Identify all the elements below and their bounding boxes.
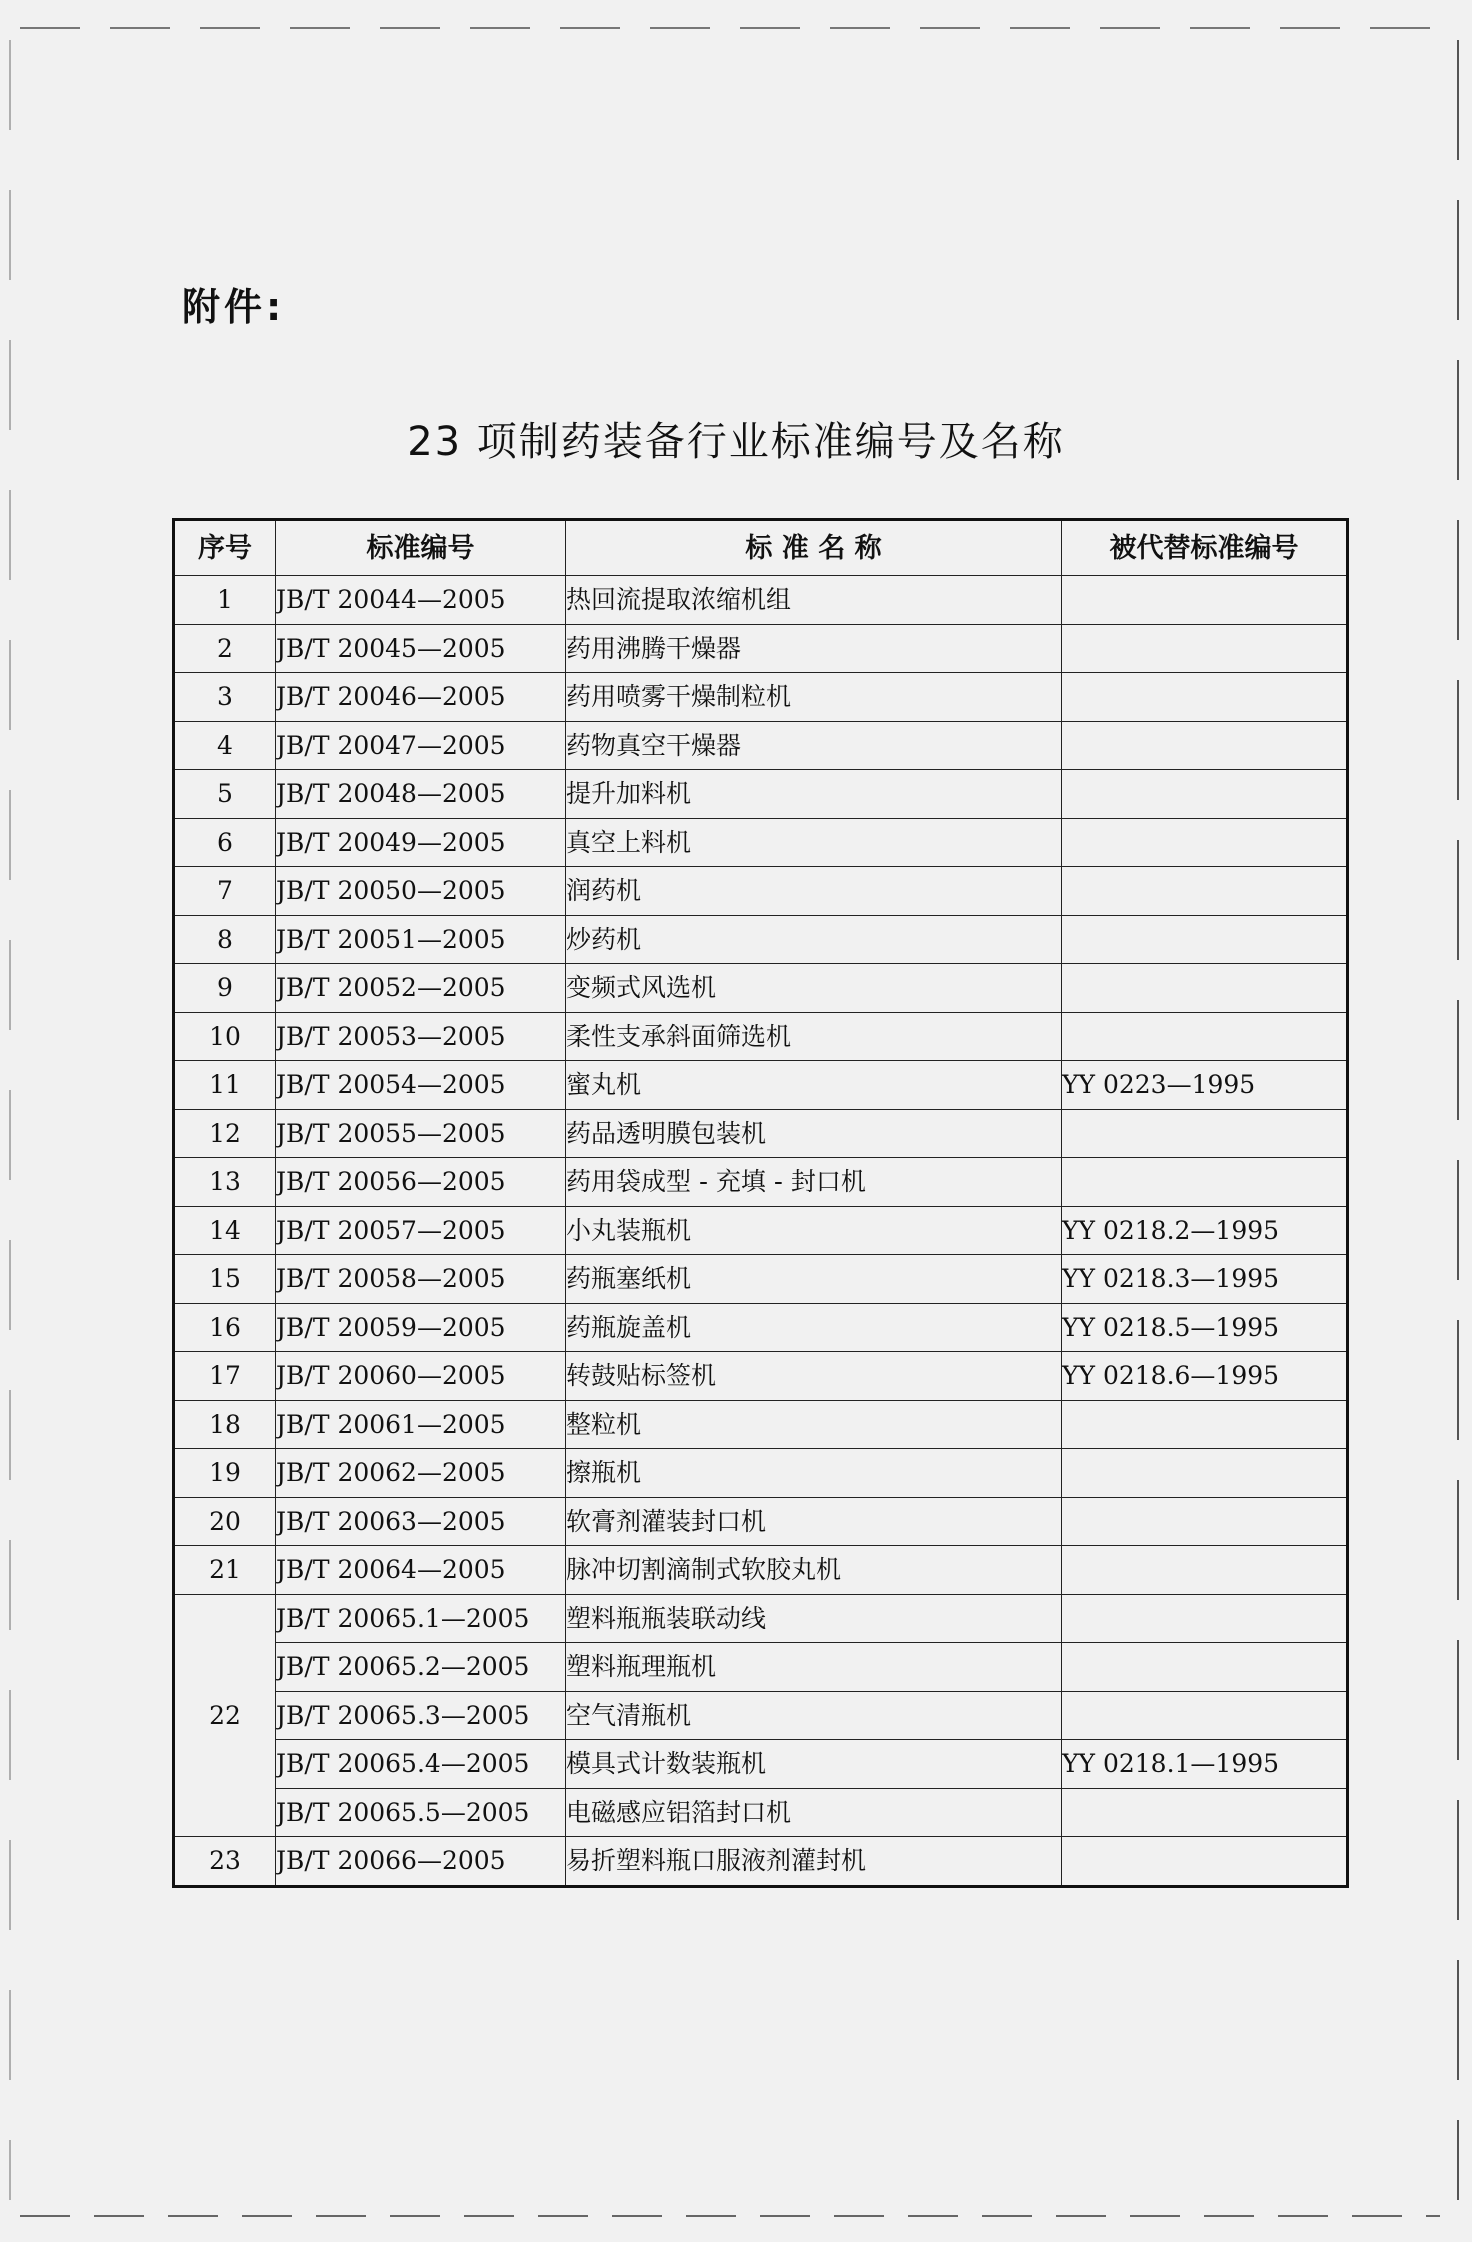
cell-code: JB/T 20049—2005	[276, 818, 566, 867]
cell-name: 转鼓贴标签机	[566, 1352, 1062, 1401]
table-row	[174, 1400, 1348, 1449]
cell-seq: 7	[174, 867, 276, 916]
table-row	[174, 1255, 1348, 1304]
table-row	[174, 673, 1348, 722]
table-row	[174, 867, 1348, 916]
cell-replaced	[1062, 1400, 1348, 1449]
cell-seq: 4	[174, 721, 276, 770]
cell-replaced	[1062, 1449, 1348, 1498]
cell-name: 擦瓶机	[566, 1449, 1062, 1498]
cell-replaced	[1062, 964, 1348, 1013]
header-code: 标准编号	[276, 520, 566, 576]
cell-name: 空气清瓶机	[566, 1691, 1062, 1740]
cell-seq: 17	[174, 1352, 276, 1401]
cell-replaced	[1062, 1788, 1348, 1837]
cell-replaced: YY 0218.2—1995	[1062, 1206, 1348, 1255]
cell-name: 炒药机	[566, 915, 1062, 964]
cell-code: JB/T 20063—2005	[276, 1497, 566, 1546]
cell-name: 脉冲切割滴制式软胶丸机	[566, 1546, 1062, 1595]
cell-replaced	[1062, 1546, 1348, 1595]
cell-name: 电磁感应铝箔封口机	[566, 1788, 1062, 1837]
cell-seq: 1	[174, 576, 276, 625]
header-seq: 序号	[174, 520, 276, 576]
table-row	[174, 1449, 1348, 1498]
cell-seq: 8	[174, 915, 276, 964]
cell-name: 软膏剂灌装封口机	[566, 1497, 1062, 1546]
table-row	[174, 770, 1348, 819]
cell-code: JB/T 20064—2005	[276, 1546, 566, 1595]
table-row	[174, 1109, 1348, 1158]
cell-name: 润药机	[566, 867, 1062, 916]
cell-replaced	[1062, 1497, 1348, 1546]
cell-code: JB/T 20044—2005	[276, 576, 566, 625]
table-row	[174, 1497, 1348, 1546]
cell-replaced	[1062, 915, 1348, 964]
cell-code: JB/T 20053—2005	[276, 1012, 566, 1061]
cell-replaced	[1062, 1594, 1348, 1643]
cell-replaced: YY 0223—1995	[1062, 1061, 1348, 1110]
table-row	[174, 818, 1348, 867]
cell-name: 柔性支承斜面筛选机	[566, 1012, 1062, 1061]
cell-code: JB/T 20045—2005	[276, 624, 566, 673]
table-row	[174, 1303, 1348, 1352]
cell-replaced	[1062, 867, 1348, 916]
cell-code: JB/T 20059—2005	[276, 1303, 566, 1352]
cell-code: JB/T 20061—2005	[276, 1400, 566, 1449]
cell-code: JB/T 20057—2005	[276, 1206, 566, 1255]
table-row	[174, 964, 1348, 1013]
cell-replaced: YY 0218.1—1995	[1062, 1740, 1348, 1789]
table-row	[174, 576, 1348, 625]
cell-replaced: YY 0218.6—1995	[1062, 1352, 1348, 1401]
table-row	[174, 721, 1348, 770]
attachment-label: 附件:	[182, 285, 286, 329]
cell-seq: 10	[174, 1012, 276, 1061]
table-row	[174, 915, 1348, 964]
cell-name: 小丸装瓶机	[566, 1206, 1062, 1255]
cell-replaced	[1062, 1643, 1348, 1692]
cell-seq: 21	[174, 1546, 276, 1595]
cell-seq: 2	[174, 624, 276, 673]
table-row	[174, 1788, 1348, 1837]
cell-code: JB/T 20060—2005	[276, 1352, 566, 1401]
cell-code: JB/T 20065.4—2005	[276, 1740, 566, 1789]
cell-replaced	[1062, 1012, 1348, 1061]
table-row	[174, 1061, 1348, 1110]
cell-seq: 19	[174, 1449, 276, 1498]
cell-seq: 12	[174, 1109, 276, 1158]
header-name: 标 准 名 称	[566, 520, 1062, 576]
cell-name: 蜜丸机	[566, 1061, 1062, 1110]
cell-code: JB/T 20048—2005	[276, 770, 566, 819]
cell-code: JB/T 20054—2005	[276, 1061, 566, 1110]
table-row	[174, 1740, 1348, 1789]
cell-name: 热回流提取浓缩机组	[566, 576, 1062, 625]
cell-code: JB/T 20065.3—2005	[276, 1691, 566, 1740]
cell-name: 药用沸腾干燥器	[566, 624, 1062, 673]
cell-code: JB/T 20052—2005	[276, 964, 566, 1013]
cell-replaced	[1062, 1158, 1348, 1207]
table-row	[174, 1691, 1348, 1740]
cell-code: JB/T 20050—2005	[276, 867, 566, 916]
cell-seq: 13	[174, 1158, 276, 1207]
table-header-row	[174, 520, 1348, 576]
cell-code: JB/T 20058—2005	[276, 1255, 566, 1304]
cell-name: 模具式计数装瓶机	[566, 1740, 1062, 1789]
cell-name: 药用喷雾干燥制粒机	[566, 673, 1062, 722]
cell-code: JB/T 20062—2005	[276, 1449, 566, 1498]
table-row	[174, 1352, 1348, 1401]
cell-replaced	[1062, 624, 1348, 673]
cell-replaced	[1062, 1109, 1348, 1158]
cell-replaced	[1062, 1691, 1348, 1740]
cell-replaced	[1062, 673, 1348, 722]
cell-seq: 9	[174, 964, 276, 1013]
cell-replaced: YY 0218.5—1995	[1062, 1303, 1348, 1352]
cell-seq: 5	[174, 770, 276, 819]
table-row	[174, 1594, 1348, 1643]
cell-name: 真空上料机	[566, 818, 1062, 867]
cell-name: 整粒机	[566, 1400, 1062, 1449]
cell-replaced	[1062, 770, 1348, 819]
cell-name: 提升加料机	[566, 770, 1062, 819]
cell-name: 易折塑料瓶口服液剂灌封机	[566, 1837, 1062, 1887]
cell-name: 药瓶旋盖机	[566, 1303, 1062, 1352]
page-title: 23 项制药装备行业标准编号及名称	[407, 419, 1065, 465]
table-row	[174, 1206, 1348, 1255]
table-row	[174, 1012, 1348, 1061]
table-row	[174, 1158, 1348, 1207]
cell-replaced	[1062, 576, 1348, 625]
cell-code: JB/T 20055—2005	[276, 1109, 566, 1158]
cell-code: JB/T 20051—2005	[276, 915, 566, 964]
cell-seq: 15	[174, 1255, 276, 1304]
cell-name: 药瓶塞纸机	[566, 1255, 1062, 1304]
cell-code: JB/T 20065.5—2005	[276, 1788, 566, 1837]
cell-code: JB/T 20066—2005	[276, 1837, 566, 1887]
table-row	[174, 1837, 1348, 1887]
cell-code: JB/T 20056—2005	[276, 1158, 566, 1207]
cell-code: JB/T 20065.1—2005	[276, 1594, 566, 1643]
cell-code: JB/T 20046—2005	[276, 673, 566, 722]
cell-seq: 23	[174, 1837, 276, 1887]
cell-replaced	[1062, 721, 1348, 770]
cell-seq: 6	[174, 818, 276, 867]
cell-name: 塑料瓶瓶装联动线	[566, 1594, 1062, 1643]
cell-seq: 11	[174, 1061, 276, 1110]
table-row	[174, 624, 1348, 673]
cell-code: JB/T 20047—2005	[276, 721, 566, 770]
cell-name: 变频式风选机	[566, 964, 1062, 1013]
cell-name: 塑料瓶理瓶机	[566, 1643, 1062, 1692]
cell-name: 药品透明膜包装机	[566, 1109, 1062, 1158]
standards-table	[172, 518, 1349, 1888]
cell-seq: 16	[174, 1303, 276, 1352]
cell-name: 药物真空干燥器	[566, 721, 1062, 770]
cell-name: 药用袋成型 - 充填 - 封口机	[566, 1158, 1062, 1207]
cell-replaced	[1062, 818, 1348, 867]
cell-seq-merged: 22	[174, 1594, 276, 1837]
table-row	[174, 1643, 1348, 1692]
cell-seq: 3	[174, 673, 276, 722]
cell-seq: 14	[174, 1206, 276, 1255]
cell-replaced: YY 0218.3—1995	[1062, 1255, 1348, 1304]
cell-seq: 20	[174, 1497, 276, 1546]
cell-seq: 18	[174, 1400, 276, 1449]
table-row	[174, 1546, 1348, 1595]
cell-code: JB/T 20065.2—2005	[276, 1643, 566, 1692]
header-replaced: 被代替标准编号	[1062, 520, 1348, 576]
cell-replaced	[1062, 1837, 1348, 1887]
